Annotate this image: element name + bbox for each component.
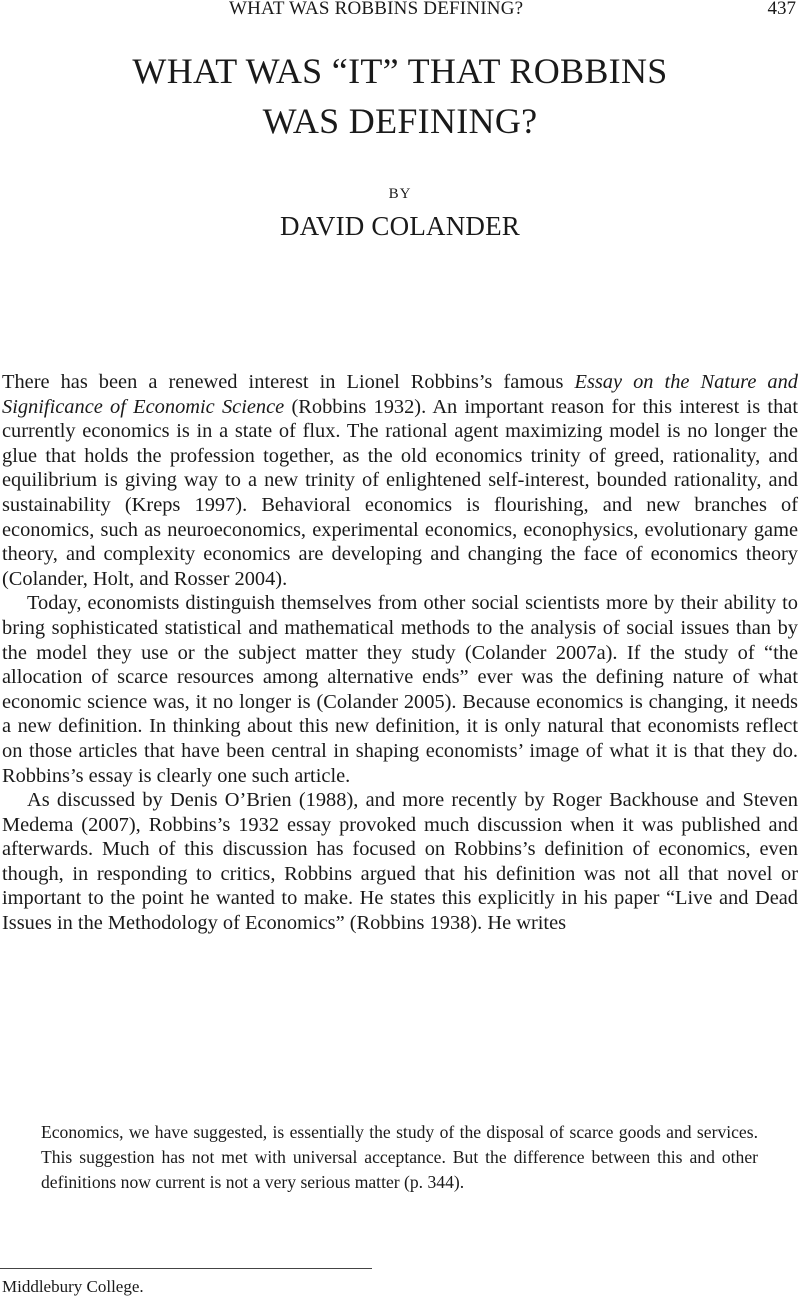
paragraph-1 [2,370,798,591]
article-title-line-2: WAS DEFINING? [262,101,538,141]
by-line: BY [388,186,412,202]
article-body [2,370,798,936]
article-title-line-1: WHAT WAS “IT” THAT ROBBINS [132,51,668,91]
running-head-title: WHAT WAS ROBBINS DEFINING? [229,0,524,19]
essay-title-italic: Essay on the Nature and Significance of Economic Science [2,371,799,418]
page-number: 437 [767,0,796,19]
paragraph-1-end: (Robbins 1932). An important reason for this interest is that currently economics is in a state of flux. The rational agent maximizing model is no longer the glue that holds the profession together, as the old economics trinity of greed, rationality, and equilibrium is giving way to a new trinity of enlightened self-interest, bounded rationality, and sustainability (Kreps 1997). Behavioral economics is flourishing, and new branches of economics, such as neuroeconomics, experimental economics, econophysics, evolutionary game theory, and complexity economics are developing and changing the face of economics theory (Colander, Holt, and Rosser 2004). [2,395,798,590]
block-quote: Economics, we have suggested, is essentially the study of the disposal of scarce goods and services. This suggestion has not met with universal acceptance. But the difference between this and other definitions now current is not a very serious matter (p. 344). [41,1122,758,1192]
footnote-rule [0,1268,372,1269]
author-affiliation-footnote: Middlebury College. [2,1277,144,1296]
paragraph-3: As discussed by Denis O’Brien (1988), and more recently by Roger Backhouse and Steven Medema (2007), Robbins’s 1932 essay provoked much discussion when it was published and afterwards. Much of this discussion has focused on Robbins’s definition of economics, even though, in responding to critics, Robbins argued that his definition was not all that novel or important to the point he wanted to make. He states this explicitly in his paper “Live and Dead Issues in the Methodology of Economics” (Robbins 1938). He writes [2,789,798,935]
author-name: DAVID COLANDER [279,211,521,241]
paragraph-2: Today, economists distinguish themselves from other social scientists more by their ability to bring sophisticated statistical and mathematical methods to the analysis of social issues than by the model they use or the subject matter they study (Colander 2007a). If the study of “the allocation of scarce resources among alternative ends” ever was the defining nature of what economic science was, it no longer is (Colander 2005). Because economics is changing, it needs a new definition. In thinking about this new definition, it is only natural that economists reflect on those articles that have been central in shaping economists’ image of what it is that they do. Robbins’s essay is clearly one such article. [2,592,798,787]
article-title [0,46,800,146]
paragraph-1-start: There has been a renewed interest in Lionel Robbins’s famous [2,371,575,393]
running-head [0,0,800,22]
